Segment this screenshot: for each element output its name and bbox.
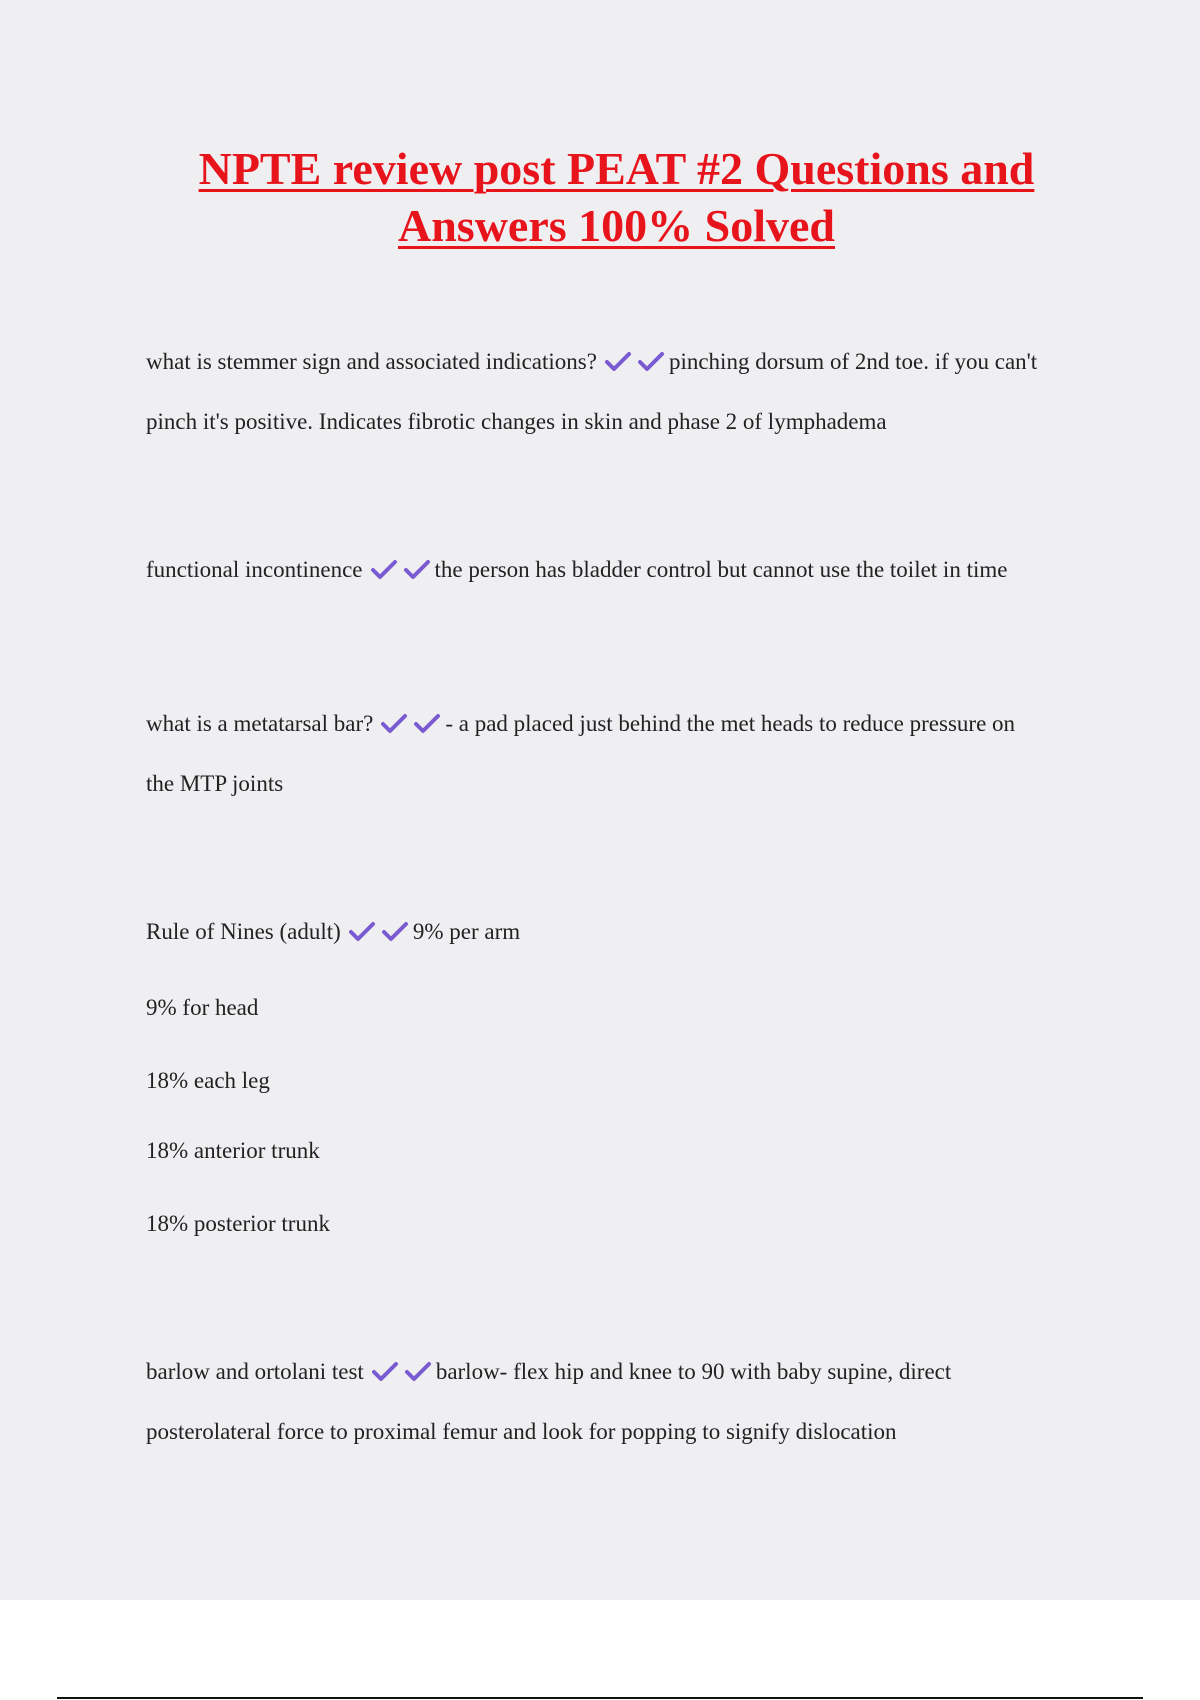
- entry-3-answer-line-1: - a pad placed just behind the met heads to reduce pressure on: [445, 711, 1016, 736]
- entry-3-answer-line-2: the MTP joints: [146, 771, 284, 796]
- entry-4-question: Rule of Nines (adult): [146, 919, 341, 944]
- entry-5-first-line: [146, 1357, 951, 1387]
- entry-2-question: functional incontinence: [146, 557, 363, 582]
- double-check-icon: [381, 712, 441, 734]
- double-check-icon: [349, 920, 409, 942]
- document-title: NPTE review post PEAT #2 Questions and Answers 100% Solved: [198, 143, 1035, 251]
- entry-4-answer-line-3: 18% each leg: [146, 1068, 270, 1093]
- entry-3-question: what is a metatarsal bar?: [146, 711, 374, 736]
- entry-4-answer-line-4: 18% anterior trunk: [146, 1138, 320, 1163]
- entry-5-answer-line-2: posterolateral force to proximal femur and look for popping to signify dislocation: [146, 1419, 897, 1444]
- entry-4-answer-line-5: 18% posterior trunk: [146, 1211, 330, 1236]
- entry-4-first-line: [146, 917, 520, 947]
- footer-divider: [57, 1697, 1143, 1699]
- entry-1-question: what is stemmer sign and associated indications?: [146, 349, 597, 374]
- entry-4-answer-line-2: 9% for head: [146, 995, 259, 1020]
- entry-1-first-line: [146, 347, 1037, 377]
- entry-5-question: barlow and ortolani test: [146, 1359, 364, 1384]
- entry-3-first-line: [146, 709, 1015, 739]
- entry-2-answer-line-1: the person has bladder control but cannot use the toilet in time: [434, 557, 1008, 582]
- entry-4-answer-line-1: 9% per arm: [412, 919, 521, 944]
- entry-1-answer-line-1: pinching dorsum of 2nd toe. if you can't: [668, 349, 1038, 374]
- double-check-icon: [372, 1360, 432, 1382]
- double-check-icon: [605, 350, 665, 372]
- entry-5-answer-line-1: barlow- flex hip and knee to 90 with baby supine, direct: [435, 1359, 952, 1384]
- entry-2-first-line: [146, 555, 1007, 585]
- double-check-icon: [371, 558, 431, 580]
- entry-1-answer-line-2: pinch it's positive. Indicates fibrotic changes in skin and phase 2 of lymphadema: [146, 409, 887, 434]
